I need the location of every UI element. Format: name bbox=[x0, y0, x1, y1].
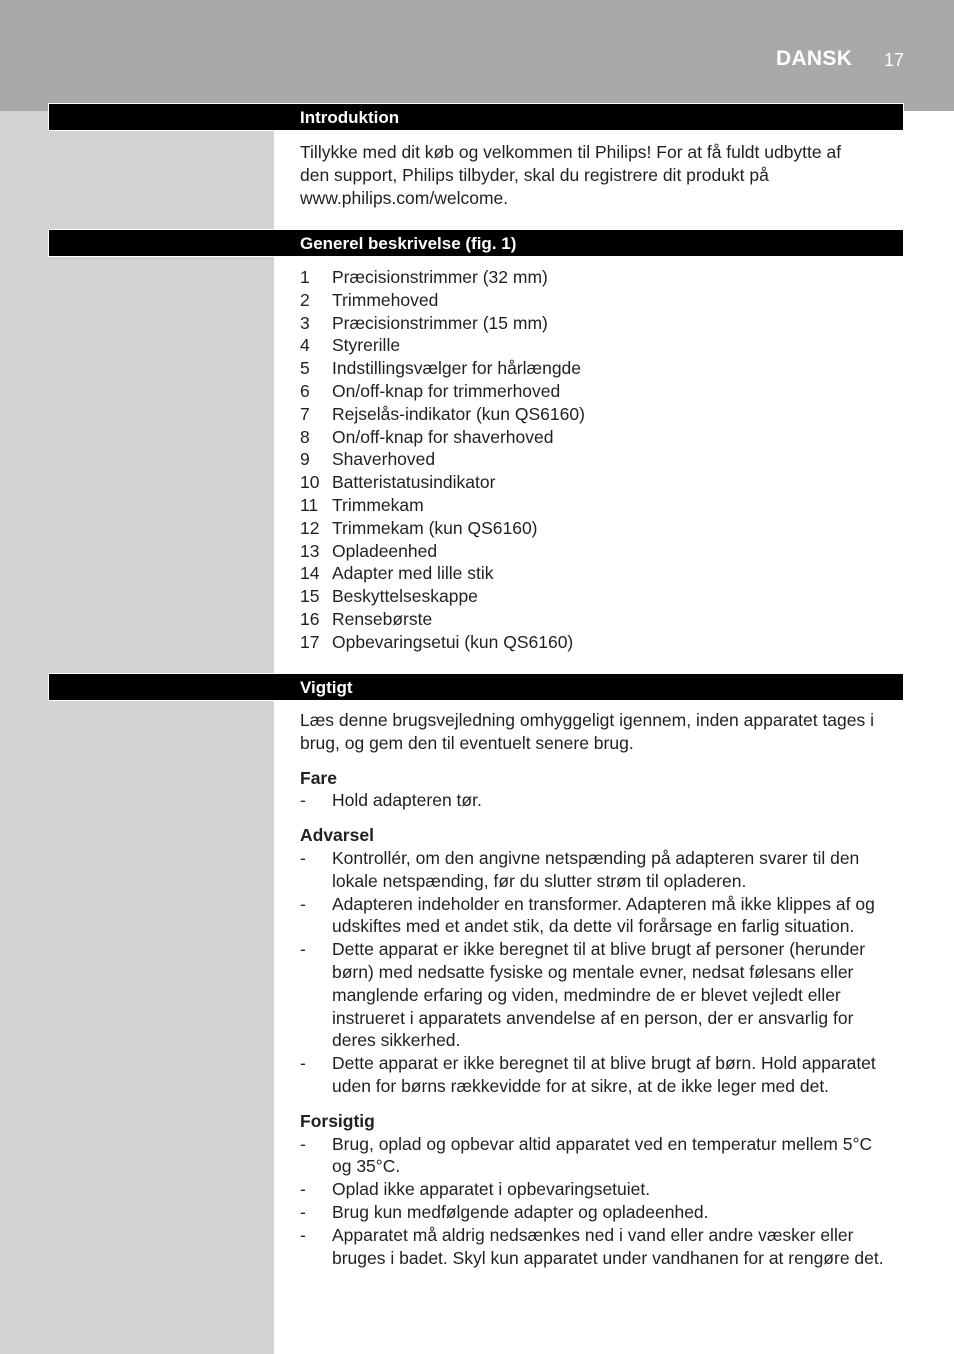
bullet-text: Adapteren indeholder en transformer. Adapteren må ikke klippes af og udskiftes med et andet stik, da dette vil forårsage en farlig situation. bbox=[332, 893, 875, 937]
list-item-label: Trimmehoved bbox=[332, 289, 439, 310]
list-item bbox=[300, 380, 910, 403]
language-label: DANSK bbox=[776, 47, 853, 70]
list-item-number: 14 bbox=[300, 563, 320, 584]
section-title-important: Vigtigt bbox=[300, 678, 353, 697]
list-item-number: 2 bbox=[300, 289, 310, 310]
bullet-text: Apparatet må aldrig nedsænkes ned i vand eller andre væsker eller bruges i badet. Skyl kun apparatet under vandhanen for at rengøre det. bbox=[332, 1224, 884, 1268]
bullet-text: Dette apparat er ikke beregnet til at blive brugt af personer (herunder børn) med nedsatte fysiske og mentale evner, nedsat følesans eller manglende erfaring og viden, medmindre de er blevet vejledt eller instrueret i apparatets anvendelse af en person, der er ansvarlig for deres sikkerhed. bbox=[332, 939, 866, 1051]
list-item-number: 11 bbox=[300, 494, 319, 515]
list-item-number: 16 bbox=[300, 608, 320, 629]
list-item-label: Rejselås-indikator (kun QS6160) bbox=[332, 403, 585, 424]
list-item-number: 9 bbox=[300, 449, 310, 470]
list-item bbox=[300, 312, 910, 335]
bullet-dash: - bbox=[300, 1133, 306, 1154]
bullet-item bbox=[300, 789, 895, 812]
list-item-number: 12 bbox=[300, 517, 320, 538]
list-item-label: Opladeenhed bbox=[332, 540, 438, 561]
bullet-item bbox=[300, 1133, 895, 1179]
list-item-label: Shaverhoved bbox=[332, 449, 436, 470]
list-item-label: Trimmekam bbox=[332, 494, 424, 515]
bullet-item bbox=[300, 1178, 895, 1201]
list-item-label: Beskyttelseskappe bbox=[332, 586, 478, 607]
bullet-text: Oplad ikke apparatet i opbevaringsetuiet. bbox=[332, 1179, 651, 1200]
list-item-label: Styrerille bbox=[332, 335, 401, 356]
bullet-item bbox=[300, 847, 895, 893]
bullet-dash: - bbox=[300, 1179, 306, 1200]
list-item-label: Rensebørste bbox=[332, 608, 433, 629]
bullet-text: Kontrollér, om den angivne netspænding på adapteren svarer til den lokale netspænding, før du slutter strøm til opladeren. bbox=[332, 847, 860, 891]
bullet-text: Hold adapteren tør. bbox=[332, 790, 482, 811]
list-item-label: Batteristatusindikator bbox=[332, 472, 496, 493]
list-item-number: 1 bbox=[300, 267, 310, 287]
list-item bbox=[300, 585, 910, 608]
list-item bbox=[300, 426, 910, 449]
bullet-dash: - bbox=[300, 939, 306, 960]
forsigtig-list bbox=[300, 1133, 895, 1270]
list-item-label: On/off-knap for trimmerhoved bbox=[332, 380, 561, 401]
list-item bbox=[300, 403, 910, 426]
list-item-number: 10 bbox=[300, 472, 320, 493]
list-item bbox=[300, 540, 910, 563]
list-item-label: On/off-knap for shaverhoved bbox=[332, 426, 554, 447]
list-item-number: 7 bbox=[300, 403, 310, 424]
parts-list bbox=[300, 266, 910, 654]
intro-text: Tillykke med dit køb og velkommen til Philips! For at få fuldt udbytte af den support, Philips tilbyder, skal du registrere dit produkt på www.philips.com/welcome. bbox=[300, 142, 842, 208]
list-item-number: 6 bbox=[300, 380, 310, 401]
list-item-label: Præcisionstrimmer (15 mm) bbox=[332, 312, 548, 333]
bullet-text: Brug, oplad og opbevar altid apparatet ved en temperatur mellem 5°C og 35°C. bbox=[332, 1133, 873, 1177]
list-item bbox=[300, 448, 910, 471]
forsigtig-heading: Forsigtig bbox=[300, 1110, 375, 1131]
list-item bbox=[300, 562, 910, 585]
list-item bbox=[300, 266, 910, 289]
list-item-number: 3 bbox=[300, 312, 310, 333]
bullet-dash: - bbox=[300, 790, 306, 811]
bullet-item bbox=[300, 1052, 895, 1098]
list-item-number: 8 bbox=[300, 426, 310, 447]
bullet-dash: - bbox=[300, 1224, 306, 1245]
page-number: 17 bbox=[884, 50, 905, 70]
bullet-text: Brug kun medfølgende adapter og opladeenhed. bbox=[332, 1201, 709, 1222]
list-item-label: Trimmekam (kun QS6160) bbox=[332, 517, 538, 538]
bullet-item bbox=[300, 938, 895, 1052]
list-item-label: Indstillingsvælger for hårlængde bbox=[332, 358, 582, 379]
list-item bbox=[300, 631, 910, 654]
bullet-item bbox=[300, 1201, 895, 1224]
list-item-number: 15 bbox=[300, 586, 320, 607]
bullet-dash: - bbox=[300, 893, 306, 914]
list-item bbox=[300, 289, 910, 312]
list-item bbox=[300, 357, 910, 380]
list-item bbox=[300, 517, 910, 540]
advarsel-heading: Advarsel bbox=[300, 825, 374, 846]
section-title-general: Generel beskrivelse (fig. 1) bbox=[300, 234, 517, 253]
important-intro: Læs denne brugsvejledning omhyggeligt igennem, inden apparatet tages i brug, og gem den til eventuelt senere brug. bbox=[300, 710, 875, 753]
bullet-item bbox=[300, 893, 895, 939]
bullet-dash: - bbox=[300, 847, 306, 868]
section-bar-intro bbox=[48, 103, 904, 131]
list-item-number: 13 bbox=[300, 540, 320, 561]
section-title-intro: Introduktion bbox=[300, 108, 400, 127]
fare-heading: Fare bbox=[300, 767, 337, 788]
section-bar-important bbox=[48, 673, 904, 701]
intro-section bbox=[300, 141, 860, 209]
list-item bbox=[300, 471, 910, 494]
left-margin-column bbox=[0, 111, 274, 1354]
important-section bbox=[300, 709, 895, 1269]
list-item-number: 17 bbox=[300, 631, 320, 652]
list-item-label: Adapter med lille stik bbox=[332, 563, 494, 584]
list-item bbox=[300, 334, 910, 357]
bullet-text: Dette apparat er ikke beregnet til at blive brugt af børn. Hold apparatet uden for børns rækkevidde for at sikre, at de ikke leger med det. bbox=[332, 1053, 876, 1096]
section-bar-general bbox=[48, 229, 904, 257]
list-item-label: Opbevaringsetui (kun QS6160) bbox=[332, 631, 574, 652]
list-item-number: 4 bbox=[300, 335, 310, 356]
list-item bbox=[300, 608, 910, 631]
bullet-dash: - bbox=[300, 1053, 306, 1074]
fare-list bbox=[300, 789, 895, 812]
bullet-item bbox=[300, 1224, 895, 1270]
list-item-number: 5 bbox=[300, 358, 310, 379]
list-item bbox=[300, 494, 910, 517]
bullet-dash: - bbox=[300, 1201, 306, 1222]
list-item-label: Præcisionstrimmer (32 mm) bbox=[332, 267, 548, 287]
advarsel-list bbox=[300, 847, 895, 1098]
